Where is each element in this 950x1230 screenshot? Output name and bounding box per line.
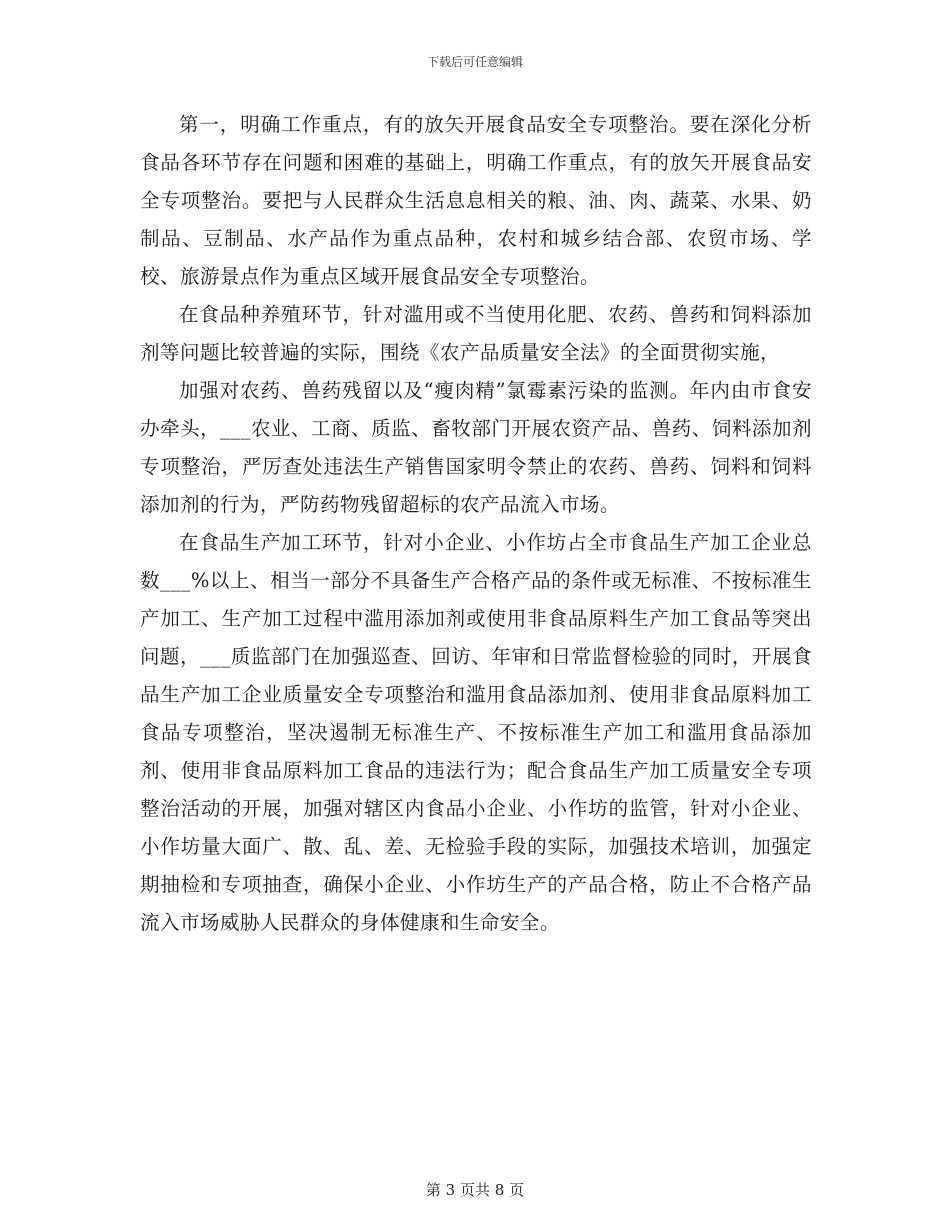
document-body (140, 106, 812, 942)
paragraph-3: 加强对农药、兽药残留以及“瘦肉精”氯霉素污染的监测。年内由市食安办牵头，___农业、工商、质监、畜牧部门开展农资产品、兽药、饲料添加剂专项整治，严厉查处违法生产销售国家明令禁止的农药、兽药、饲料和饲料添加剂的行为，严防药物残留超标的农产品流入市场。 (140, 379, 812, 516)
paragraph-2: 在食品种养殖环节，针对滥用或不当使用化肥、农药、兽药和饲料添加剂等问题比较普遍的实际，围绕《农产品质量安全法》的全面贯彻实施， (140, 303, 812, 364)
paragraph-1: 第一，明确工作重点，有的放矢开展食品安全专项整治。要在深化分析食品各环节存在问题和困难的基础上，明确工作重点，有的放矢开展食品安全专项整治。要把与人民群众生活息息相关的粮、油、肉、蔬菜、水果、奶制品、豆制品、水产品作为重点品种，农村和城乡结合部、农贸市场、学校、旅游景点作为重点区域开展食品安全专项整治。 (140, 113, 812, 288)
paragraph-4: 在食品生产加工环节，针对小企业、小作坊占全市食品生产加工企业总数___%以上、相当一部分不具备生产合格产品的条件或无标准、不按标准生产加工、生产加工过程中滥用添加剂或使用非食品原料生产加工食品等突出问题，___质监部门在加强巡查、回访、年审和日常监督检验的同时，开展食品生产加工企业质量安全专项整治和滥用食品添加剂、使用非食品原料加工食品专项整治，坚决遏制无标准生产、不按标准生产加工和滥用食品添加剂、使用非食品原料加工食品的违法行为；配合食品生产加工质量安全专项整治活动的开展，加强对辖区内食品小企业、小作坊的监管，针对小企业、小作坊量大面广、散、乱、差、无检验手段的实际，加强技术培训，加强定期抽检和专项抽查，确保小企业、小作坊生产的产品合格，防止不合格产品流入市场威胁人民群众的身体健康和生命安全。 (140, 531, 812, 934)
page-header-note: 下载后可任意编辑 (426, 55, 523, 69)
page-number-footer: 第 3 页共 8 页 (425, 1181, 525, 1199)
